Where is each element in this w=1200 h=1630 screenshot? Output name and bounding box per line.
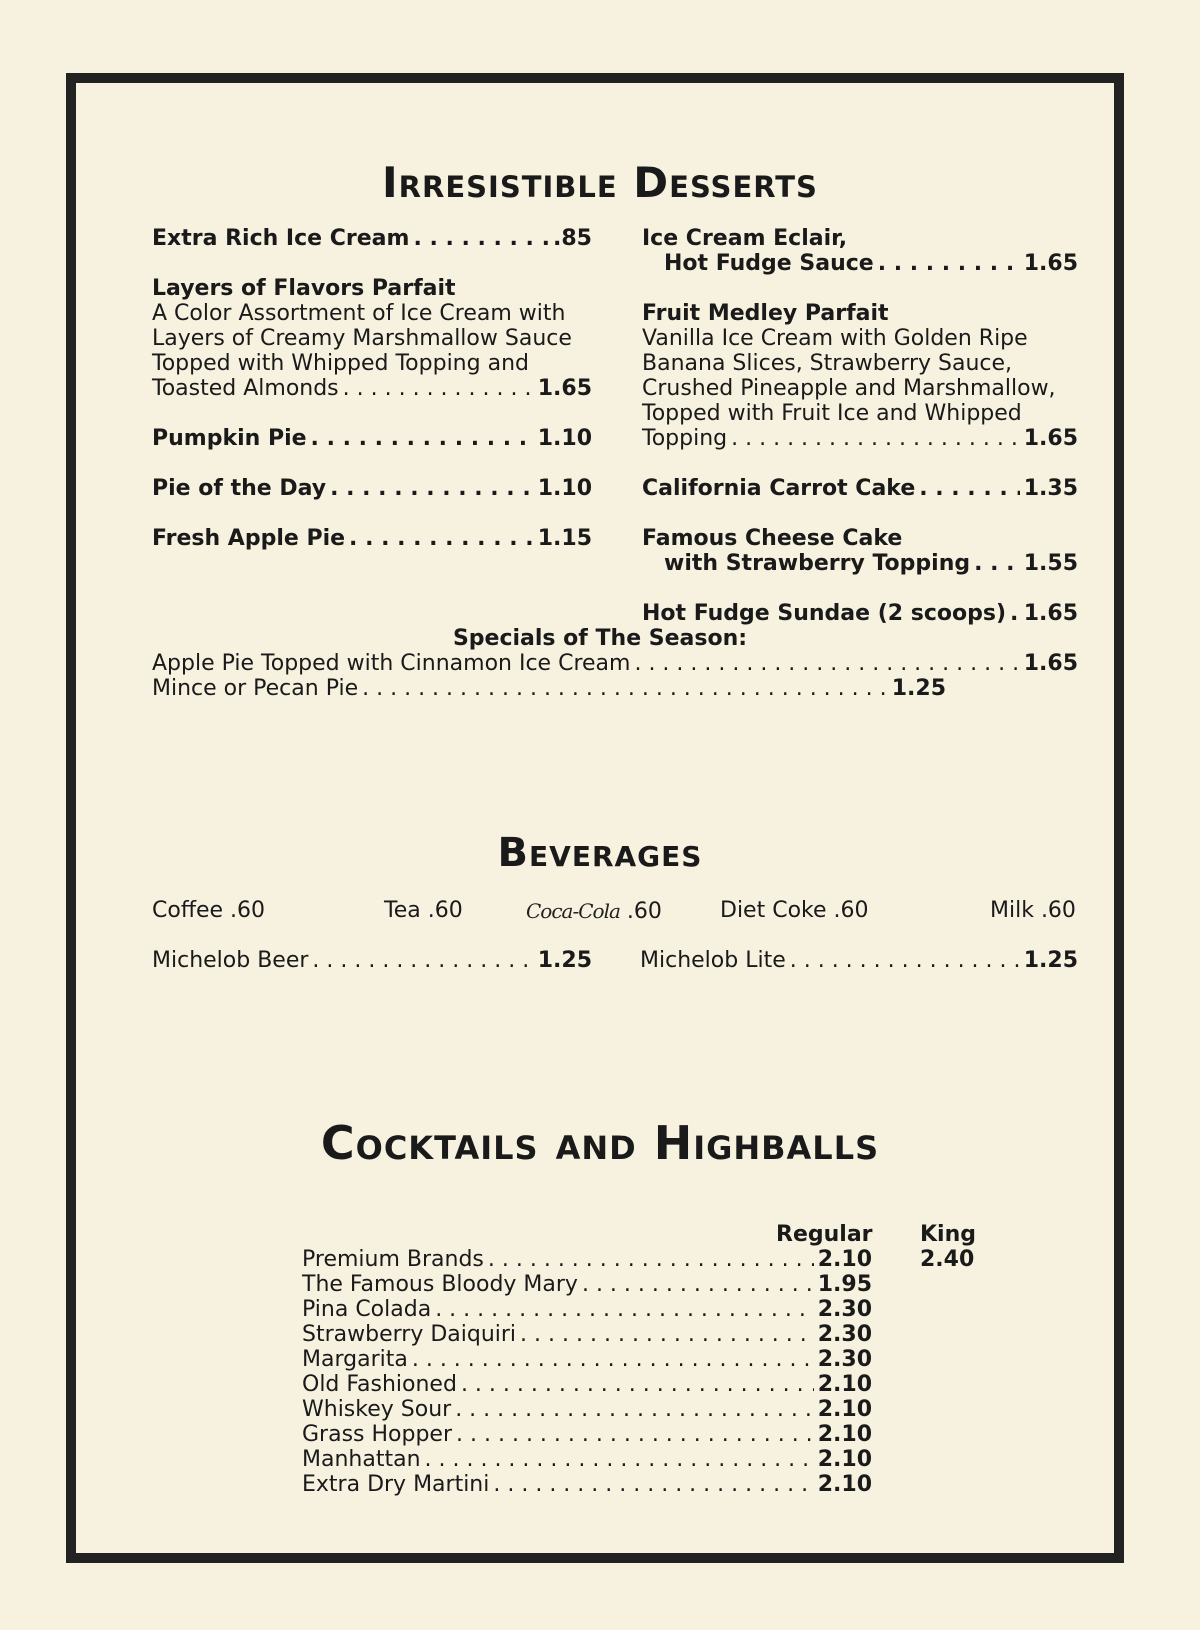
leader-dots: [349, 526, 534, 552]
item-name: Michelob Lite: [640, 948, 786, 973]
leader-dots: [456, 1422, 814, 1448]
leader-dots: [634, 651, 1019, 677]
menu-item-apple: [152, 526, 592, 552]
item-desc-line: Banana Slices, Strawberry Sauce,: [642, 351, 1013, 376]
item-name-layers: Layers of Flavors Parfait: [152, 276, 456, 301]
item-name-cheese: Famous Cheese Cake: [642, 526, 903, 551]
leader-dots: [330, 476, 534, 502]
coca-cola-logo: Coca-Cola: [526, 899, 620, 923]
item-price: 1.65: [537, 376, 592, 401]
item-price: 1.65: [1023, 651, 1078, 676]
item-name: Michelob Beer: [152, 948, 309, 973]
item-name: Whiskey Sour: [302, 1397, 452, 1422]
item-price: 1.35: [1023, 476, 1078, 501]
column-header-regular: Regular: [776, 1222, 873, 1247]
special-item: [152, 676, 946, 702]
beverage-milk: Milk .60: [990, 898, 1076, 923]
item-name: California Carrot Cake: [642, 476, 916, 501]
cocktail-item: [302, 1447, 872, 1473]
item-name: Hot Fudge Sundae (2 scoops): [642, 601, 1006, 626]
item-desc-line: Vanilla Ice Cream with Golden Ripe: [642, 326, 1028, 351]
leader-dots: [312, 948, 533, 974]
item-name: Premium Brands: [302, 1247, 484, 1272]
beverage-coffee: Coffee .60: [152, 898, 266, 923]
item-name: Manhattan: [302, 1447, 421, 1472]
menu-item-cheese: [664, 551, 1078, 577]
leader-dots: [790, 948, 1020, 974]
item-name: Extra Rich Ice Cream: [152, 226, 410, 251]
item-price: 1.25: [891, 676, 946, 701]
item-price: 2.10: [817, 1247, 872, 1272]
cocktail-item: [302, 1322, 872, 1348]
item-price: 2.10: [817, 1397, 872, 1422]
item-name: Margarita: [302, 1347, 408, 1372]
leader-dots: [343, 376, 534, 402]
cocktail-item: [302, 1397, 872, 1423]
menu-item-fruit-price: [642, 426, 1078, 452]
item-name: Grass Hopper: [302, 1422, 453, 1447]
item-desc-line: A Color Assortment of Ice Cream with: [152, 301, 566, 326]
item-name: with Strawberry Topping: [664, 551, 971, 576]
item-name-fruit: Fruit Medley Parfait: [642, 301, 889, 326]
item-price: 1.10: [537, 476, 592, 501]
item-name: Extra Dry Martini: [302, 1472, 490, 1497]
beverage-diet-coke: Diet Coke .60: [720, 898, 869, 923]
item-price: 2.30: [817, 1322, 872, 1347]
item-desc-line: Topped with Whipped Topping and: [152, 351, 529, 376]
item-price: 2.30: [817, 1297, 872, 1322]
leader-dots: [919, 476, 1019, 502]
item-price: 1.25: [537, 948, 592, 973]
leader-dots: [311, 426, 534, 452]
item-price: 1.55: [1023, 551, 1078, 576]
king-price: 2.40: [920, 1247, 975, 1272]
beverage-beer: [152, 948, 592, 974]
item-name: Hot Fudge Sauce: [664, 251, 874, 276]
beverage-coke: [526, 898, 662, 925]
item-price: 1.65: [1023, 426, 1078, 451]
menu-item-sundae: [642, 601, 1078, 627]
item-desc-line: Crushed Pineapple and Marshmallow,: [642, 376, 1056, 401]
special-item: [152, 651, 1078, 677]
item-desc-line: Topped with Fruit Ice and Whipped: [642, 401, 1022, 426]
item-name: Fresh Apple Pie: [152, 526, 346, 551]
leader-dots: [582, 1272, 814, 1298]
item-name: Pie of the Day: [152, 476, 327, 501]
leader-dots: [974, 551, 1020, 577]
item-price: 2.10: [817, 1422, 872, 1447]
leader-dots: [878, 251, 1020, 277]
item-price: .85: [553, 226, 592, 251]
item-price: 2.10: [817, 1472, 872, 1497]
item-name: Strawberry Daiquiri: [302, 1322, 517, 1347]
beverage-coke-price: .60: [626, 899, 662, 924]
item-price: 2.30: [817, 1347, 872, 1372]
item-price: 2.10: [817, 1372, 872, 1397]
item-desc-line: Toasted Almonds: [152, 376, 339, 401]
leader-dots: [362, 676, 888, 702]
cocktail-item: [302, 1472, 872, 1498]
item-price: 1.95: [817, 1272, 872, 1297]
leader-dots: [461, 1372, 814, 1398]
item-name: Mince or Pecan Pie: [152, 676, 359, 701]
item-name: Pumpkin Pie: [152, 426, 307, 451]
leader-dots: [488, 1247, 814, 1273]
cocktail-item: [302, 1347, 872, 1373]
item-price: 1.10: [537, 426, 592, 451]
item-name-eclair: Ice Cream Eclair,: [642, 226, 848, 251]
beverage-lite: [640, 948, 1078, 974]
menu-item-layers-price: [152, 376, 592, 402]
leader-dots: [412, 1347, 814, 1373]
item-price: 1.65: [1023, 251, 1078, 276]
item-name: Old Fashioned: [302, 1372, 457, 1397]
item-price: 1.25: [1023, 948, 1078, 973]
leader-dots: [435, 1297, 814, 1323]
column-header-king: King: [920, 1222, 976, 1247]
beverage-tea: Tea .60: [384, 898, 463, 923]
cocktail-item: [302, 1372, 872, 1398]
menu-item-carrot: [642, 476, 1078, 502]
leader-dots: [425, 1447, 814, 1473]
cocktail-item: [302, 1272, 872, 1298]
item-price: 1.15: [537, 526, 592, 551]
menu-item-pie-day: [152, 476, 592, 502]
item-price: 2.10: [817, 1447, 872, 1472]
menu-item-eclair: [664, 251, 1078, 277]
cocktail-item: [302, 1297, 872, 1323]
leader-dots: [493, 1472, 813, 1498]
item-desc-line: Layers of Creamy Marshmallow Sauce: [152, 326, 572, 351]
leader-dots: [455, 1397, 814, 1423]
leader-dots: [520, 1322, 814, 1348]
item-desc-line: Topping: [642, 426, 728, 451]
cocktail-item: [302, 1422, 872, 1448]
leader-dots: [1010, 601, 1020, 627]
specials-title: Specials of The Season:: [452, 626, 748, 651]
beverages-title: Beverages: [497, 830, 703, 876]
desserts-title: Irresistible Desserts: [382, 158, 818, 207]
item-price: 1.65: [1023, 601, 1078, 626]
menu-item-ice-cream: [152, 226, 592, 252]
leader-dots: [731, 426, 1020, 452]
menu-item-pumpkin: [152, 426, 592, 452]
item-name: The Famous Bloody Mary: [302, 1272, 578, 1297]
item-name: Pina Colada: [302, 1297, 432, 1322]
cocktails-title: Cocktails and Highballs: [320, 1116, 880, 1170]
cocktail-item: [302, 1247, 872, 1273]
leader-dots: [413, 226, 549, 252]
item-name: Apple Pie Topped with Cinnamon Ice Cream: [152, 651, 631, 676]
